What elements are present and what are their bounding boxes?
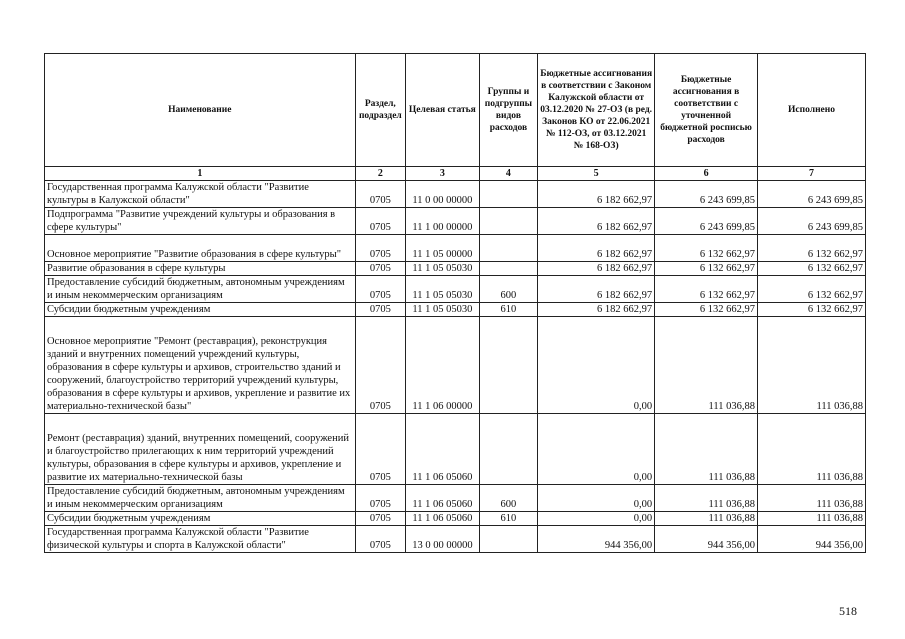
row-law-allocation: 0,00 (538, 414, 655, 485)
row-name: Развитие образования в сфере культуры (45, 262, 356, 276)
row-executed: 111 036,88 (758, 317, 866, 414)
budget-table (44, 53, 866, 553)
row-target: 11 1 05 05030 (406, 303, 480, 317)
table-row (45, 526, 866, 553)
row-executed: 6 243 699,85 (758, 208, 866, 235)
table-row (45, 276, 866, 303)
row-law-allocation: 6 182 662,97 (538, 235, 655, 262)
row-executed: 6 132 662,97 (758, 303, 866, 317)
row-section: 0705 (355, 208, 405, 235)
table-row (45, 317, 866, 414)
row-refined-allocation: 6 132 662,97 (655, 235, 758, 262)
row-name: Предоставление субсидий бюджетным, автономным учреждениям и иным некоммерческим организациям (45, 276, 356, 303)
row-law-allocation: 6 182 662,97 (538, 262, 655, 276)
row-refined-allocation: 944 356,00 (655, 526, 758, 553)
row-law-allocation: 6 182 662,97 (538, 303, 655, 317)
row-section: 0705 (355, 303, 405, 317)
row-executed: 111 036,88 (758, 414, 866, 485)
row-group: 610 (479, 303, 537, 317)
table-row (45, 262, 866, 276)
row-target: 11 1 06 05060 (406, 512, 480, 526)
column-number: 3 (406, 167, 480, 181)
row-group: 610 (479, 512, 537, 526)
row-law-allocation: 0,00 (538, 512, 655, 526)
row-target: 11 1 05 00000 (406, 235, 480, 262)
row-section: 0705 (355, 414, 405, 485)
column-number: 5 (538, 167, 655, 181)
row-group (479, 235, 537, 262)
row-executed: 111 036,88 (758, 512, 866, 526)
row-law-allocation: 0,00 (538, 485, 655, 512)
row-section: 0705 (355, 526, 405, 553)
row-group (479, 317, 537, 414)
row-name: Предоставление субсидий бюджетным, автономным учреждениям и иным некоммерческим организациям (45, 485, 356, 512)
row-name: Основное мероприятие "Ремонт (реставрация), реконструкция зданий и внутренних помещений учреждений культуры, образования в сфере культуры и архивов, строительство зданий и сооружений, благоустройство территорий учреждений культуры, образования в сфере культуры и архивов, укрепление и развитие их материально-технической базы" (45, 317, 356, 414)
row-law-allocation: 0,00 (538, 317, 655, 414)
column-number: 4 (479, 167, 537, 181)
table-row (45, 235, 866, 262)
row-refined-allocation: 6 243 699,85 (655, 208, 758, 235)
row-name: Субсидии бюджетным учреждениям (45, 303, 356, 317)
table-row (45, 485, 866, 512)
table-row (45, 414, 866, 485)
table-row (45, 303, 866, 317)
table-row (45, 181, 866, 208)
row-law-allocation: 6 182 662,97 (538, 208, 655, 235)
row-section: 0705 (355, 235, 405, 262)
table-row (45, 208, 866, 235)
row-group (479, 262, 537, 276)
row-target: 13 0 00 00000 (406, 526, 480, 553)
header-law-allocation: Бюджетные ассигнования в соответствии с Законом Калужской области от 03.12.2020 № 27-ОЗ (в ред. Законов КО от 22.06.2021 № 112-ОЗ, от 03.12.2021 № 168-ОЗ) (538, 54, 655, 167)
row-executed: 6 243 699,85 (758, 181, 866, 208)
row-executed: 6 132 662,97 (758, 262, 866, 276)
row-group (479, 208, 537, 235)
row-refined-allocation: 6 243 699,85 (655, 181, 758, 208)
header-name: Наименование (45, 54, 356, 167)
table-header-row (45, 54, 866, 167)
row-law-allocation: 944 356,00 (538, 526, 655, 553)
row-group (479, 414, 537, 485)
column-number: 1 (45, 167, 356, 181)
row-name: Подпрограмма "Развитие учреждений культуры и образования в сфере культуры" (45, 208, 356, 235)
row-target: 11 0 00 00000 (406, 181, 480, 208)
row-group: 600 (479, 485, 537, 512)
column-numbers-row (45, 167, 866, 181)
row-section: 0705 (355, 276, 405, 303)
row-group (479, 181, 537, 208)
row-law-allocation: 6 182 662,97 (538, 181, 655, 208)
row-refined-allocation: 111 036,88 (655, 414, 758, 485)
header-section: Раздел, подраздел (355, 54, 405, 167)
header-group: Группы и подгруппы видов расходов (479, 54, 537, 167)
row-name: Субсидии бюджетным учреждениям (45, 512, 356, 526)
row-name: Государственная программа Калужской области "Развитие физической культуры и спорта в Калужской области" (45, 526, 356, 553)
row-target: 11 1 00 00000 (406, 208, 480, 235)
table-row (45, 512, 866, 526)
row-executed: 6 132 662,97 (758, 276, 866, 303)
row-group (479, 526, 537, 553)
row-refined-allocation: 6 132 662,97 (655, 276, 758, 303)
row-refined-allocation: 6 132 662,97 (655, 303, 758, 317)
row-section: 0705 (355, 317, 405, 414)
column-number: 6 (655, 167, 758, 181)
column-number: 7 (758, 167, 866, 181)
row-executed: 6 132 662,97 (758, 235, 866, 262)
row-section: 0705 (355, 485, 405, 512)
row-target: 11 1 06 05060 (406, 485, 480, 512)
row-name: Государственная программа Калужской области "Развитие культуры в Калужской области" (45, 181, 356, 208)
header-target: Целевая статья (406, 54, 480, 167)
page-number: 518 (839, 604, 857, 618)
header-executed: Исполнено (758, 54, 866, 167)
row-law-allocation: 6 182 662,97 (538, 276, 655, 303)
row-group: 600 (479, 276, 537, 303)
row-executed: 944 356,00 (758, 526, 866, 553)
row-refined-allocation: 6 132 662,97 (655, 262, 758, 276)
row-section: 0705 (355, 512, 405, 526)
row-name: Основное мероприятие "Развитие образования в сфере культуры" (45, 235, 356, 262)
row-refined-allocation: 111 036,88 (655, 512, 758, 526)
row-name: Ремонт (реставрация) зданий, внутренних помещений, сооружений и благоустройство прилегающих к ним территорий учреждений культуры, образования в сфере культуры и архивов, укрепление и развитие их материально-технической базы (45, 414, 356, 485)
header-refined-allocation: Бюджетные ассигнования в соответствии с уточненной бюджетной росписью расходов (655, 54, 758, 167)
row-target: 11 1 05 05030 (406, 262, 480, 276)
row-section: 0705 (355, 181, 405, 208)
column-number: 2 (355, 167, 405, 181)
row-target: 11 1 06 00000 (406, 317, 480, 414)
row-section: 0705 (355, 262, 405, 276)
row-target: 11 1 05 05030 (406, 276, 480, 303)
row-refined-allocation: 111 036,88 (655, 317, 758, 414)
row-target: 11 1 06 05060 (406, 414, 480, 485)
row-executed: 111 036,88 (758, 485, 866, 512)
row-refined-allocation: 111 036,88 (655, 485, 758, 512)
